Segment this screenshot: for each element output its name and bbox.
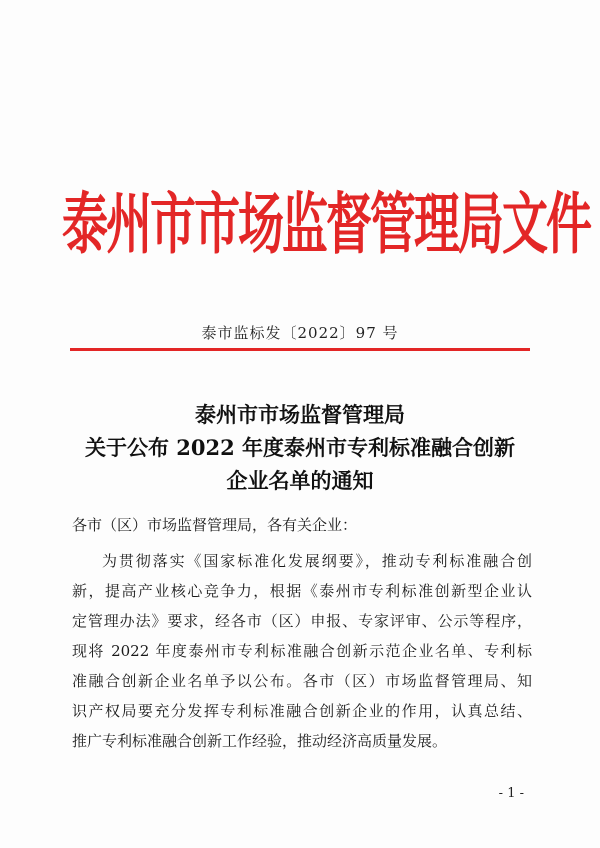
notice-title [40,398,560,497]
body-line: 准融合创新企业名单予以公布。各市（区）市场监督管理局、知 [72,672,532,690]
body-line: 新，提高产业核心竞争力，根据《泰州市专利标准创新型企业认 [72,582,532,600]
body-line: 推广专利标准融合创新工作经验，推动经济高质量发展。 [72,732,448,750]
body-line: 识产权局要充分发挥专利标准融合创新企业的作用，认真总结、 [72,702,532,720]
title-line: 泰州市市场监督管理局 [195,402,405,427]
title-line: 关于公布 2022 年度泰州市专利标准融合创新 [84,435,516,460]
salutation: 各市（区）市场监督管理局，各有关企业： [72,516,358,534]
page-number: - 1 - [498,786,524,801]
title-line: 企业名单的通知 [226,468,374,493]
body-line: 为贯彻落实《国家标准化发展纲要》，推动专利标准融合创 [102,552,532,570]
body-line: 现将 2022 年度泰州市专利标准融合创新示范企业名单、专利标 [72,642,532,660]
body-line: 定管理办法》要求，经各市（区）申报、专家评审、公示等程序， [72,612,532,630]
masthead-title: 泰州市市场监督管理局文件 [62,184,590,264]
red-divider-line [70,348,530,351]
body-paragraph [72,546,532,756]
document-number: 泰市监标发〔2022〕97 号 [201,324,399,342]
